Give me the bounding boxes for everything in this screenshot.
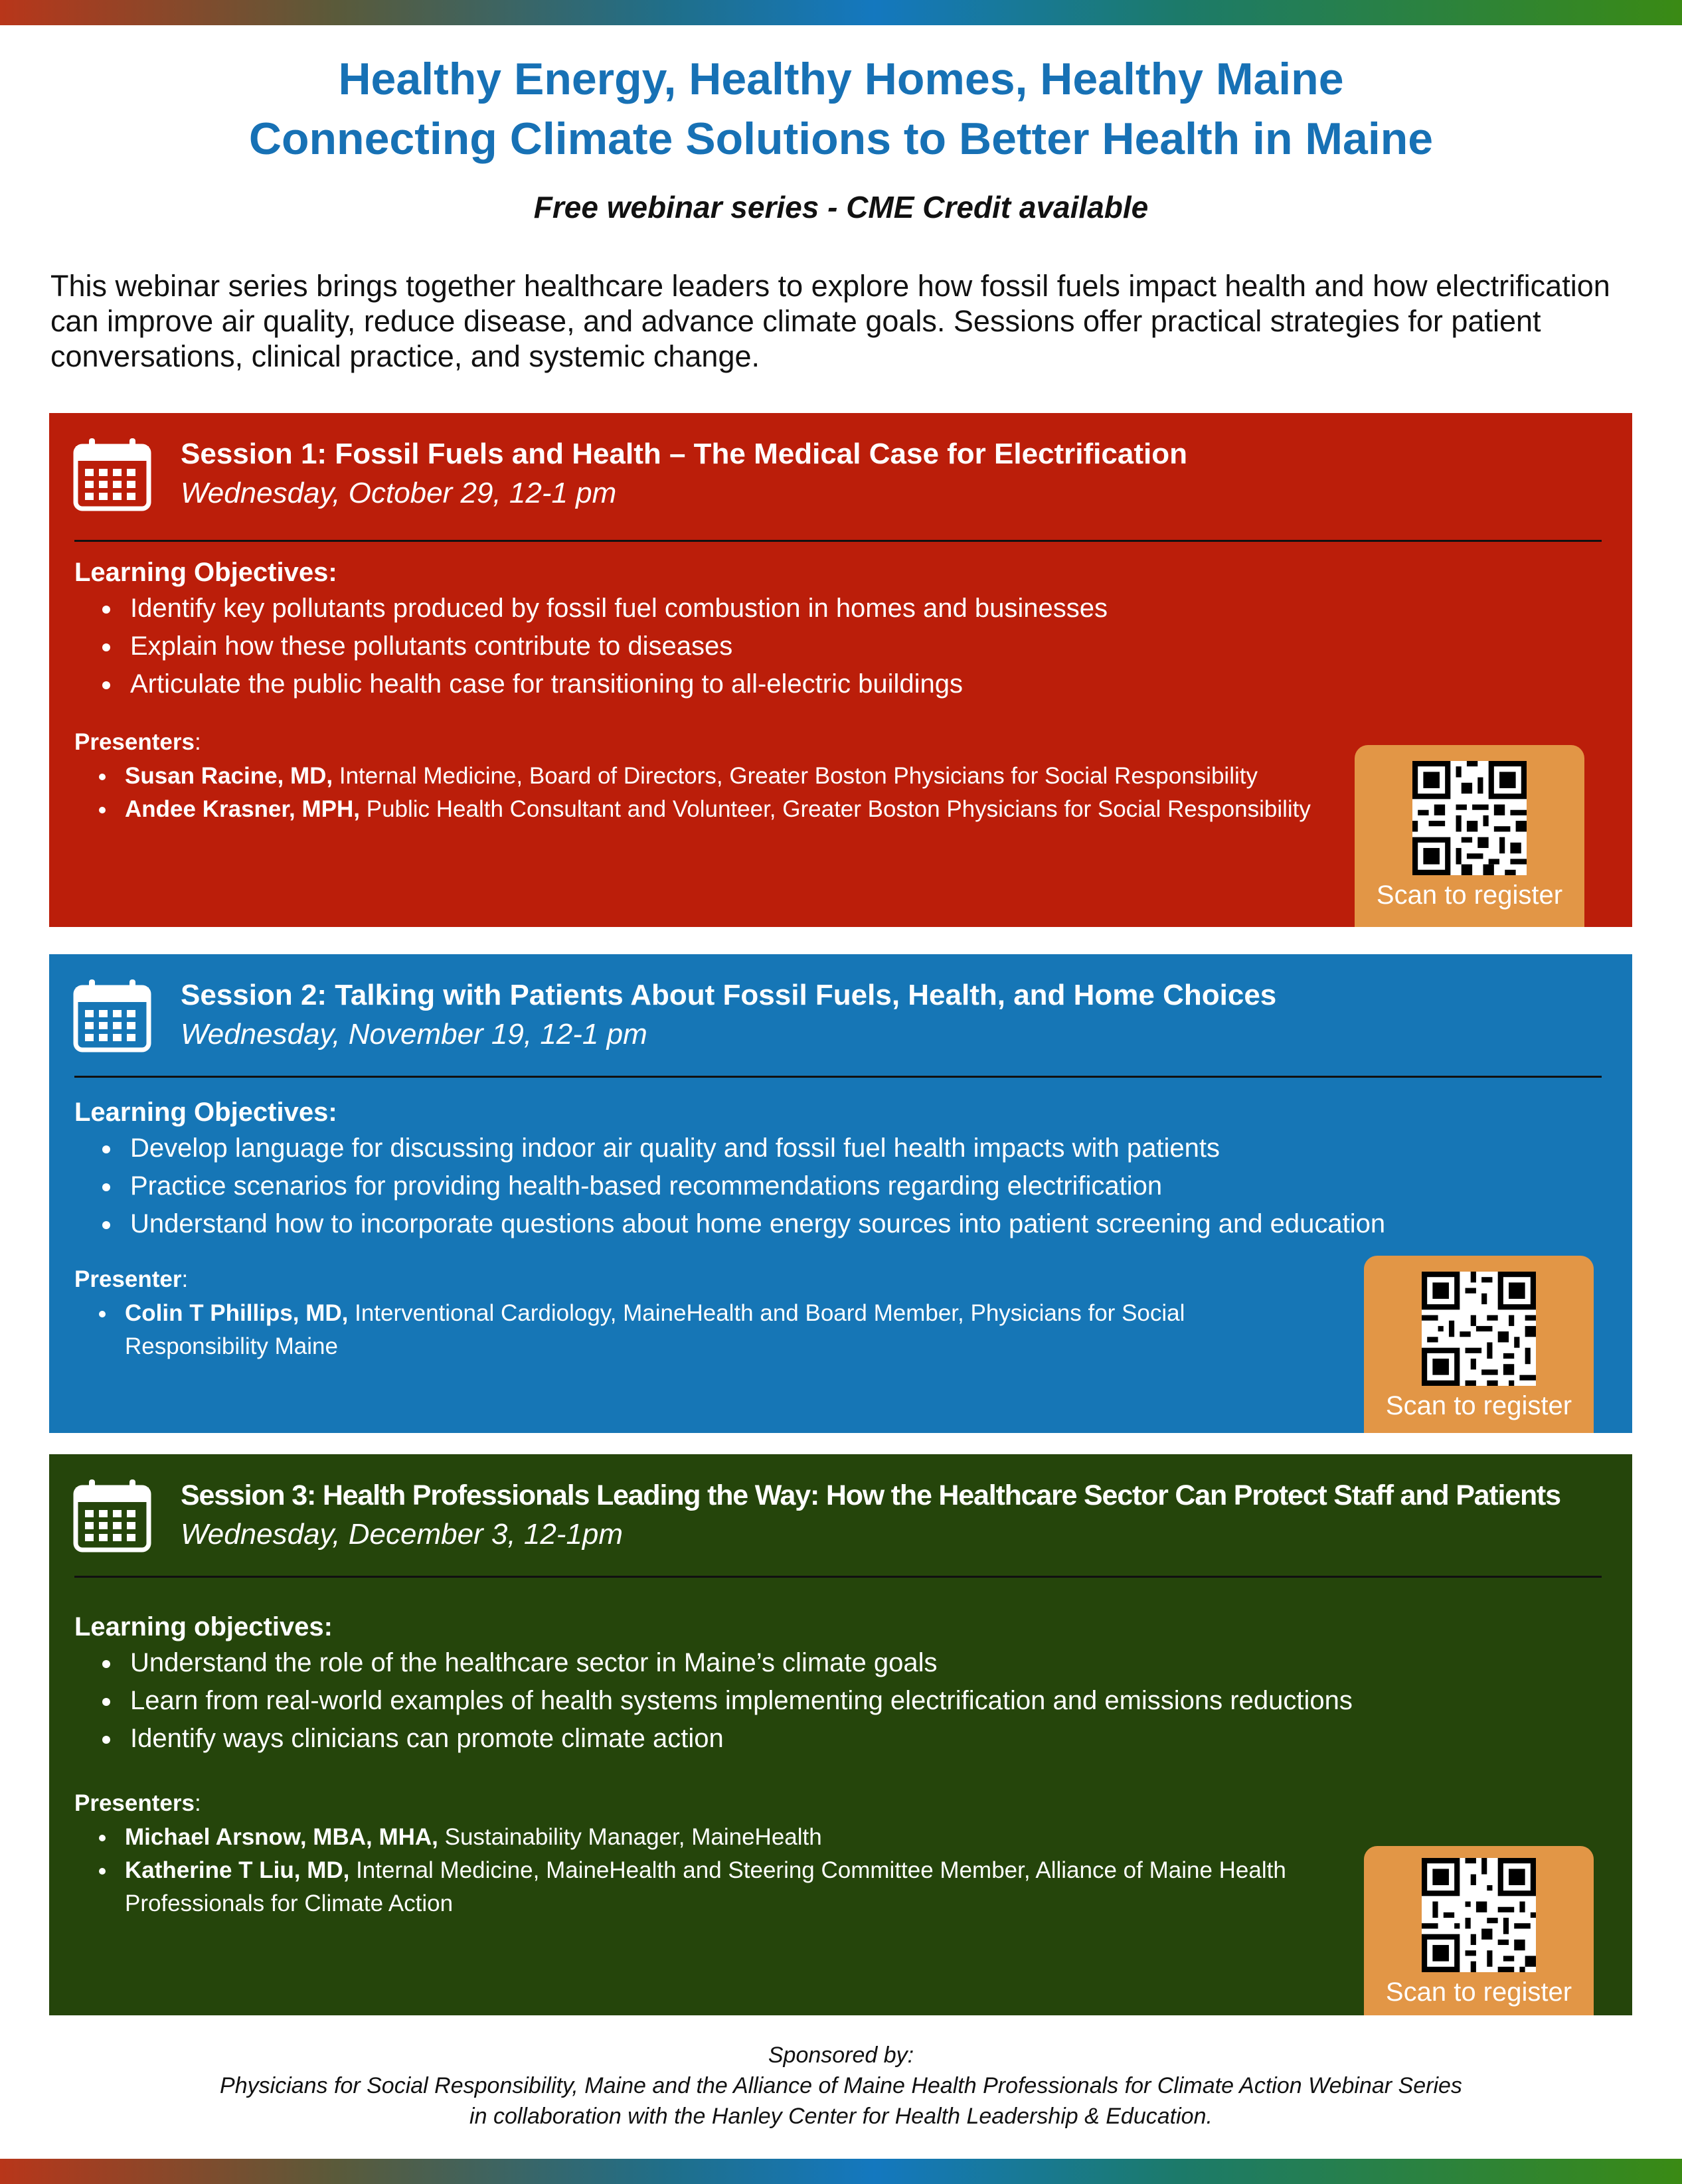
session-date: Wednesday, October 29, 12-1 pm — [181, 477, 617, 509]
list-item: • Learn from real-world examples of health systems implementing electrification and emissions reductions — [122, 1682, 1353, 1720]
page-title: Healthy Energy, Healthy Homes, Healthy Maine — [338, 54, 1344, 104]
presenters-list — [90, 1297, 1312, 1363]
presenters-heading: Presenter: — [74, 1266, 189, 1292]
presenter-detail: Public Health Consultant and Volunteer, Greater Boston Physicians for Social Responsibility — [360, 796, 1311, 822]
session-card-2 — [49, 954, 1632, 1433]
tagline: Free webinar series - CME Credit available — [533, 190, 1149, 224]
objectives-heading: Learning Objectives: — [74, 1098, 337, 1127]
session-title: Session 1: Fossil Fuels and Health – The Medical Case for Electrification — [181, 438, 1187, 470]
qr-code[interactable] — [1412, 761, 1527, 875]
session-date: Wednesday, November 19, 12-1 pm — [181, 1018, 647, 1050]
presenter-name: Michael Arsnow, MBA, MHA, — [125, 1824, 438, 1850]
presenter-item — [117, 1854, 1312, 1920]
list-item: • Identify ways clinicians can promote climate action — [122, 1720, 1353, 1758]
objectives-list — [96, 1130, 1385, 1243]
qr-code[interactable] — [1422, 1272, 1536, 1386]
presenter-name: Colin T Phillips, MD, — [125, 1300, 349, 1326]
calendar-icon — [73, 978, 151, 1052]
presenter-name: Susan Racine, MD, — [125, 763, 333, 789]
list-item: • Understand how to incorporate questions about home energy sources into patient screening and education — [122, 1205, 1385, 1243]
objectives-heading: Learning Objectives: — [74, 558, 337, 587]
objectives-list — [96, 590, 1108, 703]
list-item: • Understand the role of the healthcare sector in Maine’s climate goals — [122, 1644, 1353, 1682]
presenters-heading: Presenters: — [74, 1790, 201, 1816]
bottom-gradient-bar — [0, 2159, 1682, 2184]
presenter-detail: Sustainability Manager, MaineHealth — [438, 1824, 822, 1850]
register-qr-card[interactable] — [1364, 1256, 1594, 1433]
intro-paragraph: This webinar series brings together healthcare leaders to explore how fossil fuels impact health and how electrification can improve air quality, reduce disease, and advance climate goals. Sessions offer practical strategies for patient conversations, clinical practice, and systemic change. — [50, 269, 1610, 373]
scan-to-register-label: Scan to register — [1385, 1977, 1572, 2007]
presenters-list — [90, 1821, 1312, 1920]
presenter-name: Andee Krasner, MPH, — [125, 796, 360, 822]
session-title: Session 2: Talking with Patients About Fossil Fuels, Health, and Home Choices — [181, 979, 1277, 1011]
presenter-item — [117, 793, 1312, 826]
divider — [74, 1576, 1602, 1578]
presenter-name: Katherine T Liu, MD, — [125, 1857, 350, 1883]
sponsor-line-2: in collaboration with the Hanley Center for Health Leadership & Education. — [469, 2104, 1213, 2129]
presenter-item — [117, 1297, 1312, 1363]
sponsor-line-1: Physicians for Social Responsibility, Maine and the Alliance of Maine Health Professionals for Climate Action Webinar Series — [220, 2073, 1462, 2098]
list-item: • Explain how these pollutants contribute to diseases — [122, 628, 1108, 665]
objectives-heading: Learning objectives: — [74, 1612, 333, 1641]
scan-to-register-label: Scan to register — [1376, 881, 1563, 910]
presenters-heading: Presenters: — [74, 729, 201, 755]
divider — [74, 1076, 1602, 1078]
scan-to-register-label: Scan to register — [1385, 1391, 1572, 1420]
session-title: Session 3: Health Professionals Leading the Way: How the Healthcare Sector Can Protect Staff and Patients — [181, 1479, 1560, 1511]
presenters-list — [90, 760, 1312, 826]
list-item: • Articulate the public health case for transitioning to all-electric buildings — [122, 665, 1108, 703]
list-item: • Practice scenarios for providing health-based recommendations regarding electrification — [122, 1167, 1385, 1205]
register-qr-card[interactable] — [1355, 745, 1584, 927]
session-card-3 — [49, 1454, 1632, 2015]
register-qr-card[interactable] — [1364, 1846, 1594, 2015]
objectives-list — [96, 1644, 1353, 1758]
divider — [74, 540, 1602, 542]
list-item: • Identify key pollutants produced by fossil fuel combustion in homes and businesses — [122, 590, 1108, 628]
sponsor-footer — [0, 2040, 1682, 2132]
session-date: Wednesday, December 3, 12-1pm — [181, 1518, 624, 1551]
session-card-1 — [49, 413, 1632, 927]
calendar-icon — [73, 1478, 151, 1553]
list-item: • Develop language for discussing indoor air quality and fossil fuel health impacts with patients — [122, 1130, 1385, 1167]
qr-code[interactable] — [1422, 1858, 1536, 1972]
page-subtitle-title: Connecting Climate Solutions to Better Health in Maine — [248, 114, 1434, 164]
presenter-item — [117, 1821, 1312, 1854]
presenter-detail: Interventional Cardiology, MaineHealth and Board Member, Physicians for Social Responsibility Maine — [125, 1300, 1185, 1359]
top-gradient-bar — [0, 0, 1682, 25]
presenter-detail: Internal Medicine, Board of Directors, Greater Boston Physicians for Social Responsibility — [333, 763, 1258, 789]
calendar-icon — [73, 437, 151, 511]
sponsored-by-label: Sponsored by: — [768, 2043, 914, 2068]
presenter-item — [117, 760, 1312, 793]
presenter-detail: Internal Medicine, MaineHealth and Steering Committee Member, Alliance of Maine Health Professionals for Climate Action — [125, 1857, 1286, 1916]
